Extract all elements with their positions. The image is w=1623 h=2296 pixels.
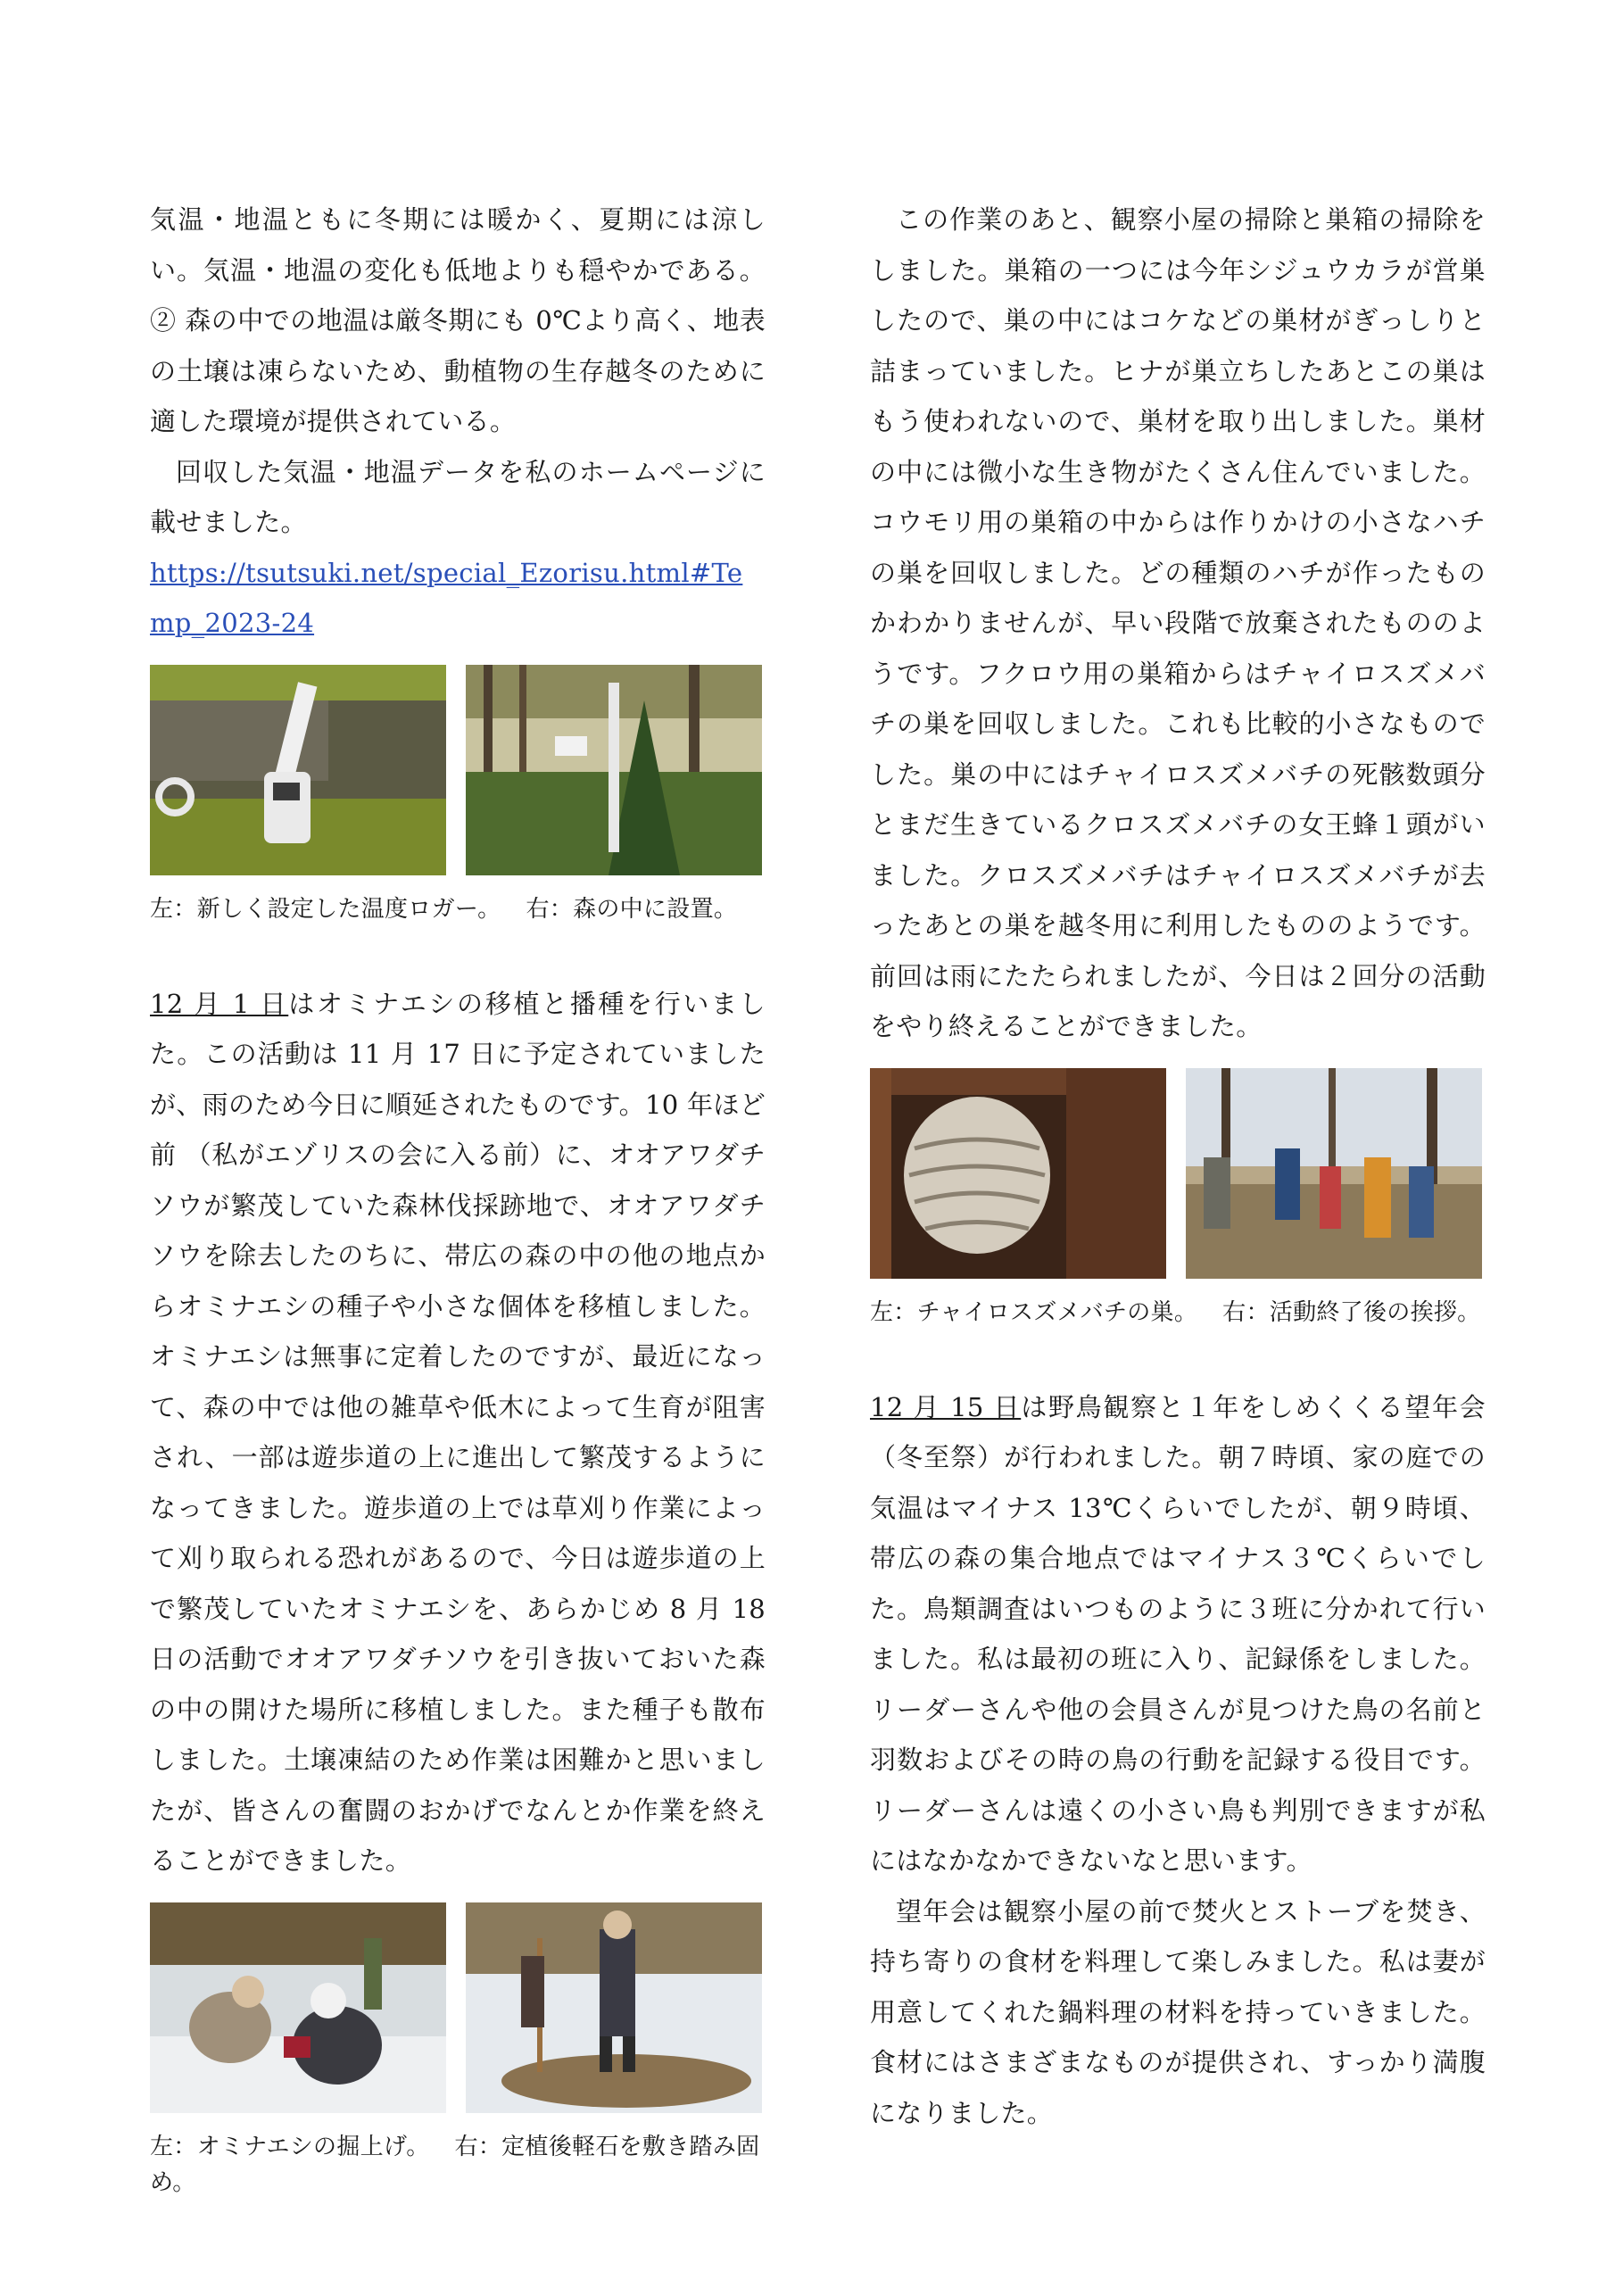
caption-logger [150, 891, 766, 927]
photo-logger-in-forest [466, 665, 762, 875]
caption-transplant [150, 2129, 766, 2201]
left-column [150, 195, 766, 2201]
paragraph-data-upload: 回収した気温・地温データを私のホームページに載せました。 [150, 456, 766, 537]
caption-left: 左：オミナエシの掘上げ。 [150, 2133, 430, 2160]
paragraph-year-end-party: 望年会は観察小屋の前で焚火とストーブを焚き、持ち寄りの食材を料理して楽しみました。私は妻が用意してくれた鍋料理の材料を持っていきました。食材にはさまざまなものが提供され、すっかり満腹になりました。 [870, 1895, 1486, 2128]
date-dec-1: 12 月 1 日 [150, 988, 289, 1019]
caption-left: 左：チャイロスズメバチの巣。 [870, 1298, 1198, 1326]
photo-closing-greeting [1186, 1068, 1482, 1279]
photo-row-hornet [870, 1068, 1482, 1279]
date-dec-15: 12 月 15 日 [870, 1391, 1022, 1422]
caption-right: 右：定植後軽石を敷き踏み固め。 [150, 2133, 760, 2196]
right-column [870, 195, 1486, 2138]
photo-row-transplant [150, 1902, 762, 2113]
paragraph-bird-watching-text: は野鳥観察と１年をしめくくる望年会（冬至祭）が行われました。朝７時頃、家の庭での気温はマイナス 13℃くらいでしたが、朝９時頃、帯広の森の集合地点ではマイナス３℃くらいでした。鳥類調査はいつものように３班に分かれて行いました。私は最初の班に入り、記録係をしました。リーダーさんや他の会員さんが見つけた鳥の名前と羽数およびその時の鳥の行動を記録する役目です。リーダーさんは遠くの小さい鳥も判別できますが私にはなかなかできないなと思います。 [870, 1391, 1486, 1876]
paragraph-nestbox-cleaning: この作業のあと、観察小屋の掃除と巣箱の掃除をしました。巣箱の一つには今年シジュウカラが営巣したので、巣の中にはコケなどの巣材がぎっしりと詰まっていました。ヒナが巣立ちしたあとこの巣はもう使われないので、巣材を取り出しました。巣材の中には微小な生き物がたくさん住んでいました。コウモリ用の巣箱の中からは作りかけの小さなハチの巣を回収しました。どの種類のハチが作ったものかわかりませんが、早い段階で放棄されたもののようです。フクロウ用の巣箱からはチャイロスズメバチの巣を回収しました。これも比較的小さなものでした。巣の中にはチャイロスズメバチの死骸数頭分とまだ生きているクロスズメバチの女王蜂１頭がいました。クロスズメバチはチャイロスズメバチが去ったあとの巣を越冬用に利用したもののようです。前回は雨にたたられましたが、今日は２回分の活動をやり終えることができました。 [870, 204, 1486, 1041]
photo-hornet-nest [870, 1068, 1166, 1279]
paragraph-bird-watching [870, 1382, 1486, 1886]
photo-temperature-logger [150, 665, 446, 875]
caption-right: 右：森の中に設置。 [526, 895, 738, 923]
photo-pumice-stamping [466, 1902, 762, 2113]
paragraph-ominaeshi [150, 979, 766, 1886]
homepage-link[interactable]: https://tsutsuki.net/special_Ezorisu.html#Temp_2023-24 [150, 557, 743, 638]
photo-digging-up [150, 1902, 446, 2113]
caption-right: 右：活動終了後の挨拶。 [1222, 1298, 1481, 1326]
paragraph-ominaeshi-text: はオミナエシの移植と播種を行いました。この活動は 11 月 17 日に予定されていましたが、雨のため今日に順延されたものです。10 年ほど前 （私がエゾリスの会に入る前）に、オオアワダチソウが繁茂していた森林伐採跡地で、オオアワダチソウを除去したのちに、帯広の森の中の他の地点からオミナエシの種子や小さな個体を移植しました。オミナエシは無事に定着したのですが、最近になって、森の中では他の雑草や低木によって生育が阻害され、一部は遊歩道の上に進出して繁茂するようになってきました。遊歩道の上では草刈り作業によって刈り取られる恐れがあるので、今日は遊歩道の上で繁茂していたオミナエシを、あらかじめ 8 月 18 日の活動でオオアワダチソウを引き抜いておいた森の中の開けた場所に移植しました。また種子も散布しました。土壌凍結のため作業は困難かと思いましたが、皆さんの奮闘のおかげでなんとか作業を終えることができました。 [150, 988, 766, 1876]
caption-left: 左：新しく設定した温度ロガー。 [150, 895, 501, 923]
paragraph-temperature-summary: 気温・地温ともに冬期には暖かく、夏期には涼しい。気温・地温の変化も低地よりも穏やかである。② 森の中での地温は厳冬期にも 0℃より高く、地表の土壌は凍らないため、動植物の生存越冬のために適した環境が提供されている。 [150, 204, 766, 436]
caption-hornet [870, 1295, 1486, 1330]
photo-row-logger [150, 665, 762, 875]
